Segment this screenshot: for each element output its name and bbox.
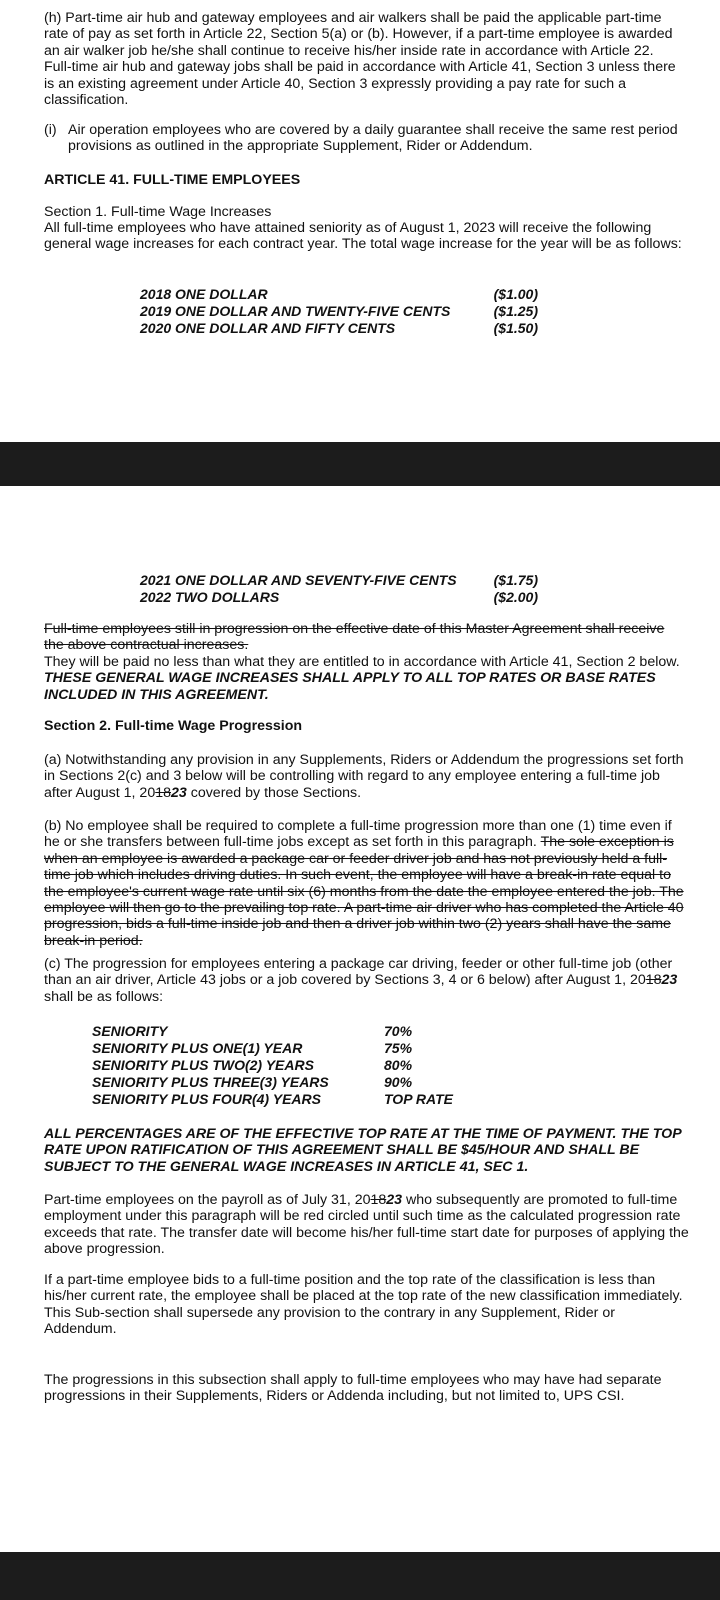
page-separator [0,442,720,486]
progression-label: SENIORITY PLUS TWO(2) YEARS [92,1057,314,1073]
page-separator [0,1552,720,1600]
wage-increase-notes [44,621,684,703]
new-year: 23 [171,784,187,801]
progression-row [92,1057,453,1074]
progression-rate: 80% [384,1057,413,1073]
section-1-heading: Section 1. Full-time Wage Increases [44,204,272,220]
progression-rate: 75% [384,1040,413,1056]
progression-label: SENIORITY PLUS THREE(3) YEARS [92,1074,329,1090]
paragraph-i-label: (i) [44,122,57,138]
document-page-2 [0,486,720,1552]
subsection-paragraph: The progressions in this subsection shall apply to full-time employees who may have had separate progressions in their Supplements, Riders or Addenda including, but not limited to, UPS CSI. [44,1372,662,1405]
paragraph-b [44,818,690,949]
wage-row [140,303,538,320]
progression-table [92,1023,453,1108]
new-year: 23 [661,972,678,989]
paragraph-i-text: Air operation employees who are covered by a daily guarantee shall receive the same rest period provisions as outlined in the appropriate Supplement, Rider or Addendum. [68,122,678,155]
paragraph-b-text: (b) No employee shall be required to complete a full-time progression more than one (1) time even if he or she transfers between full-time jobs except as set forth in this paragraph. [44,818,672,851]
section-1-text: All full-time employees who have attained seniority as of August 1, 2023 will receive the following general wage increases for each contract year. The total wage increase for the year will be as follows: [44,220,682,253]
wage-row [140,286,538,303]
supersede-text: This Sub-section shall supersede any provision to the contrary in any Supplement, Rider or Addendum. [44,1304,615,1338]
struck-year: 18 [370,1192,387,1208]
wage-year-label: 2018 ONE DOLLAR [140,286,268,302]
part-time-text: Part-time employees on the payroll as of July 31, 20 [44,1192,371,1208]
paragraph-a [44,752,690,801]
struck-exception-text: The sole exception is when an employee is awarded a package car or feeder driver job and has not previously held a full-time job which includes driving duties. In such event, the employee will have a break-in rate equal to the employee's current wage rate until six (6) months from the date the employee entered the job. The employee will then go to the prevailing top rate. A part-time air driver who has completed the Article 40 progression, bids a full-time inside job and then a driver job within two (2) years shall have the same break-in period. [44,834,684,949]
wage-row [140,320,538,337]
part-time-promotion-paragraph [44,1192,690,1258]
paragraph-h: (h) Part-time air hub and gateway employees and air walkers shall be paid the applicable part-time rate of pay as set forth in Article 22, Section 5(a) or (b). However, if a part-time employee is awarded an air walker job he/she shall continue to receive his/her inside rate in accordance with Article 22. Full-time air hub and gateway jobs shall be paid in accordance with Article 41, Section 3 unless there is an existing agreement under Article 40, Section 3 expressly providing a pay rate for such a classification. [44,10,676,109]
general-increase-statement: THESE GENERAL WAGE INCREASES SHALL APPLY TO ALL TOP RATES OR BASE RATES INCLUDED IN THIS AGREEMENT. [44,670,656,703]
progression-rate: 70% [384,1023,413,1039]
wage-amount: ($1.50) [493,320,538,336]
wage-year-label: 2021 ONE DOLLAR AND SEVENTY-FIVE CENTS [140,572,457,588]
wage-row [140,589,538,606]
struck-progression-text: Full-time employees still in progression on the effective date of this Master Agreement shall receive the above contractual increases. [44,621,665,654]
progression-rate: 90% [384,1074,413,1090]
percentages-statement: ALL PERCENTAGES ARE OF THE EFFECTIVE TOP RATE AT THE TIME OF PAYMENT. THE TOP RATE UPON RATIFICATION OF THIS AGREEMENT SHALL BE $45/HOUR AND SHALL BE SUBJECT TO THE GENERAL WAGE INCREASES IN ARTICLE 41, SEC 1. [44,1126,682,1175]
progression-label: SENIORITY PLUS FOUR(4) YEARS [92,1091,321,1107]
struck-year: 18 [645,972,662,989]
part-time-tail: who subsequently are promoted to full-time employment under this paragraph will be red circled until such time as the calculated progression rate exceeds that rate. The transfer date will become his/her full-time start date for purposes of applying the above progression. [44,1192,689,1258]
progression-row [92,1074,453,1091]
progression-label: SENIORITY PLUS ONE(1) YEAR [92,1040,303,1056]
bid-text: If a part-time employee bids to a full-time position and the top rate of the classification is less than his/her current rate, the employee shall be placed at the top rate of the new classification immediately. [44,1272,683,1305]
wage-amount: ($1.75) [493,572,538,588]
wage-amount: ($1.00) [493,286,538,302]
wage-year-label: 2022 TWO DOLLARS [140,589,280,605]
wage-amount: ($2.00) [493,589,538,605]
paid-no-less-paragraph [44,654,684,703]
paragraph-a-text: (a) Notwithstanding any provision in any Supplements, Riders or Addendum the progressions set forth in Sections 2(c) and 3 below will be controlling with regard to any employee entering a full-time job after August 1, 20 [44,752,684,801]
paragraph-a-tail: covered by those Sections. [186,784,362,801]
wage-row [140,572,538,589]
struck-year: 18 [155,784,171,801]
paragraph-c [44,956,690,1005]
article-41-heading: ARTICLE 41. FULL-TIME EMPLOYEES [44,172,301,188]
section-2-heading: Section 2. Full-time Wage Progression [44,718,303,734]
progression-rate: TOP RATE [384,1091,453,1107]
bid-paragraph [44,1272,690,1338]
new-year: 23 [386,1192,403,1208]
wage-increase-table-2 [140,572,538,606]
wage-year-label: 2019 ONE DOLLAR AND TWENTY-FIVE CENTS [140,303,451,319]
wage-year-label: 2020 ONE DOLLAR AND FIFTY CENTS [140,320,396,336]
wage-amount: ($1.25) [493,303,538,319]
progression-row [92,1091,453,1108]
paid-no-less-text: They will be paid no less than what they are entitled to in accordance with Article 41, Section 2 below. [44,653,680,670]
document-page-1 [0,0,720,442]
paragraph-c-tail: shall be as follows: [44,988,164,1005]
wage-increase-table-1 [140,286,538,337]
progression-row [92,1040,453,1057]
paragraph-i [44,122,684,155]
progression-row [92,1023,453,1040]
progression-label: SENIORITY [92,1023,168,1039]
paragraph-c-text: (c) The progression for employees entering a package car driving, feeder or other full-time job (other than an air driver, Article 43 jobs or a job covered by Sections 3, 4 or 6 below) after August 1, 20 [44,956,673,989]
